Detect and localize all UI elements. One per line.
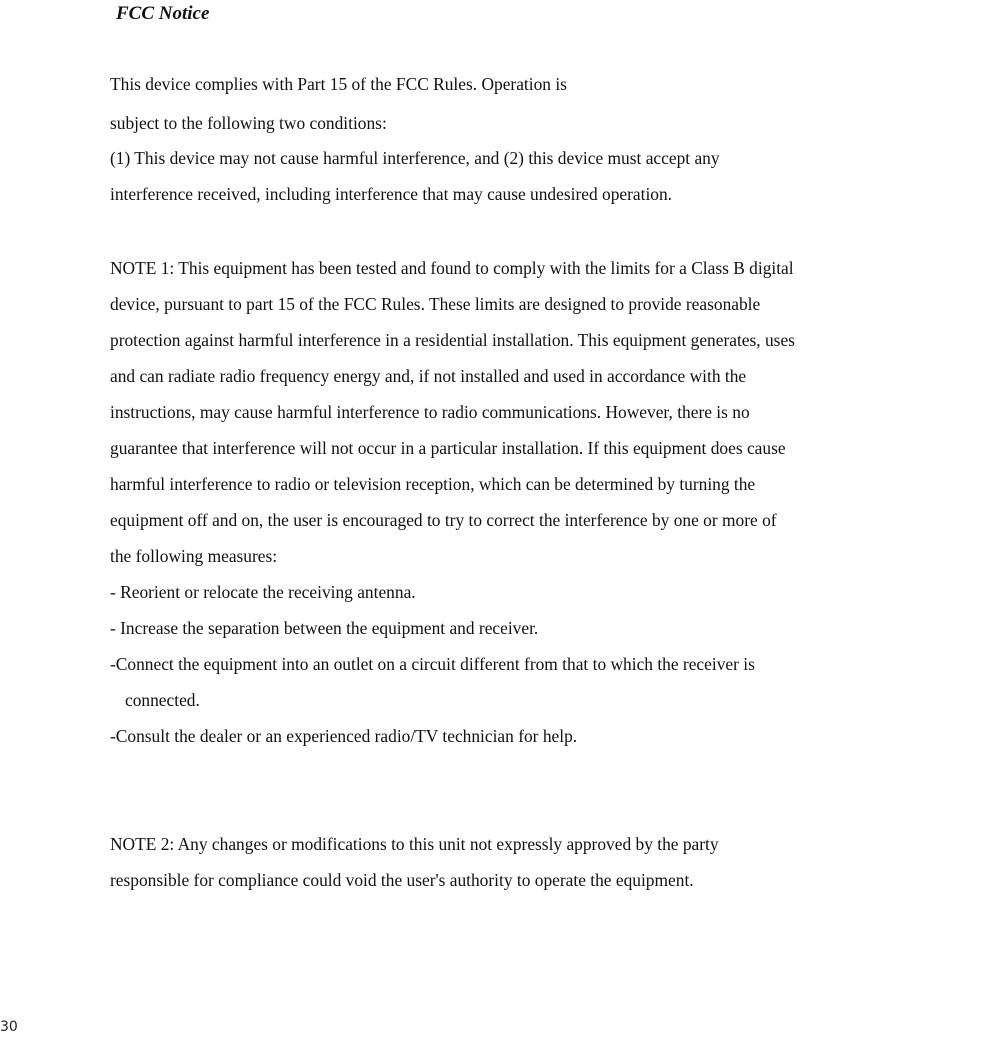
note-2-line-2: responsible for compliance could void the user's authority to operate the equipment. [110, 870, 694, 890]
paragraph-1-line-3: (1) This device may not cause harmful interference, and (2) this device must accept any [110, 148, 720, 168]
note-1-line-1: NOTE 1: This equipment has been tested and found to comply with the limits for a Class B digital [110, 258, 794, 278]
note-1-line-7: harmful interference to radio or television reception, which can be determined by turning the [110, 474, 756, 494]
note-2-line-1: NOTE 2: Any changes or modifications to this unit not expressly approved by the party [110, 834, 719, 854]
paragraph-1-line-4: interference received, including interference that may cause undesired operation. [110, 184, 673, 204]
note-1-line-2: device, pursuant to part 15 of the FCC Rules. These limits are designed to provide reasonable [110, 294, 761, 314]
paragraph-1-line-1: This device complies with Part 15 of the FCC Rules. Operation is [110, 74, 567, 94]
note-1-line-5: instructions, may cause harmful interference to radio communications. However, there is no [110, 402, 750, 422]
measure-connect-different-circuit-continuation: connected. [125, 690, 200, 710]
page-number: 30 [0, 1019, 18, 1035]
note-1-line-8: equipment off and on, the user is encouraged to try to correct the interference by one or more of [110, 510, 777, 530]
measure-reorient-antenna: - Reorient or relocate the receiving antenna. [110, 582, 416, 602]
measure-increase-separation: - Increase the separation between the equipment and receiver. [110, 618, 539, 638]
note-1-line-3: protection against harmful interference in a residential installation. This equipment generates, uses [110, 330, 795, 350]
note-1-line-9: the following measures: [110, 546, 278, 566]
measure-connect-different-circuit: -Connect the equipment into an outlet on a circuit different from that to which the receiver is [110, 654, 755, 674]
note-1-line-4: and can radiate radio frequency energy and, if not installed and used in accordance with the [110, 366, 747, 386]
document-title: FCC Notice [116, 3, 210, 24]
measure-consult-dealer: -Consult the dealer or an experienced radio/TV technician for help. [110, 726, 578, 746]
paragraph-1-line-2: subject to the following two conditions: [110, 113, 387, 133]
note-1-line-6: guarantee that interference will not occur in a particular installation. If this equipment does cause [110, 438, 786, 458]
